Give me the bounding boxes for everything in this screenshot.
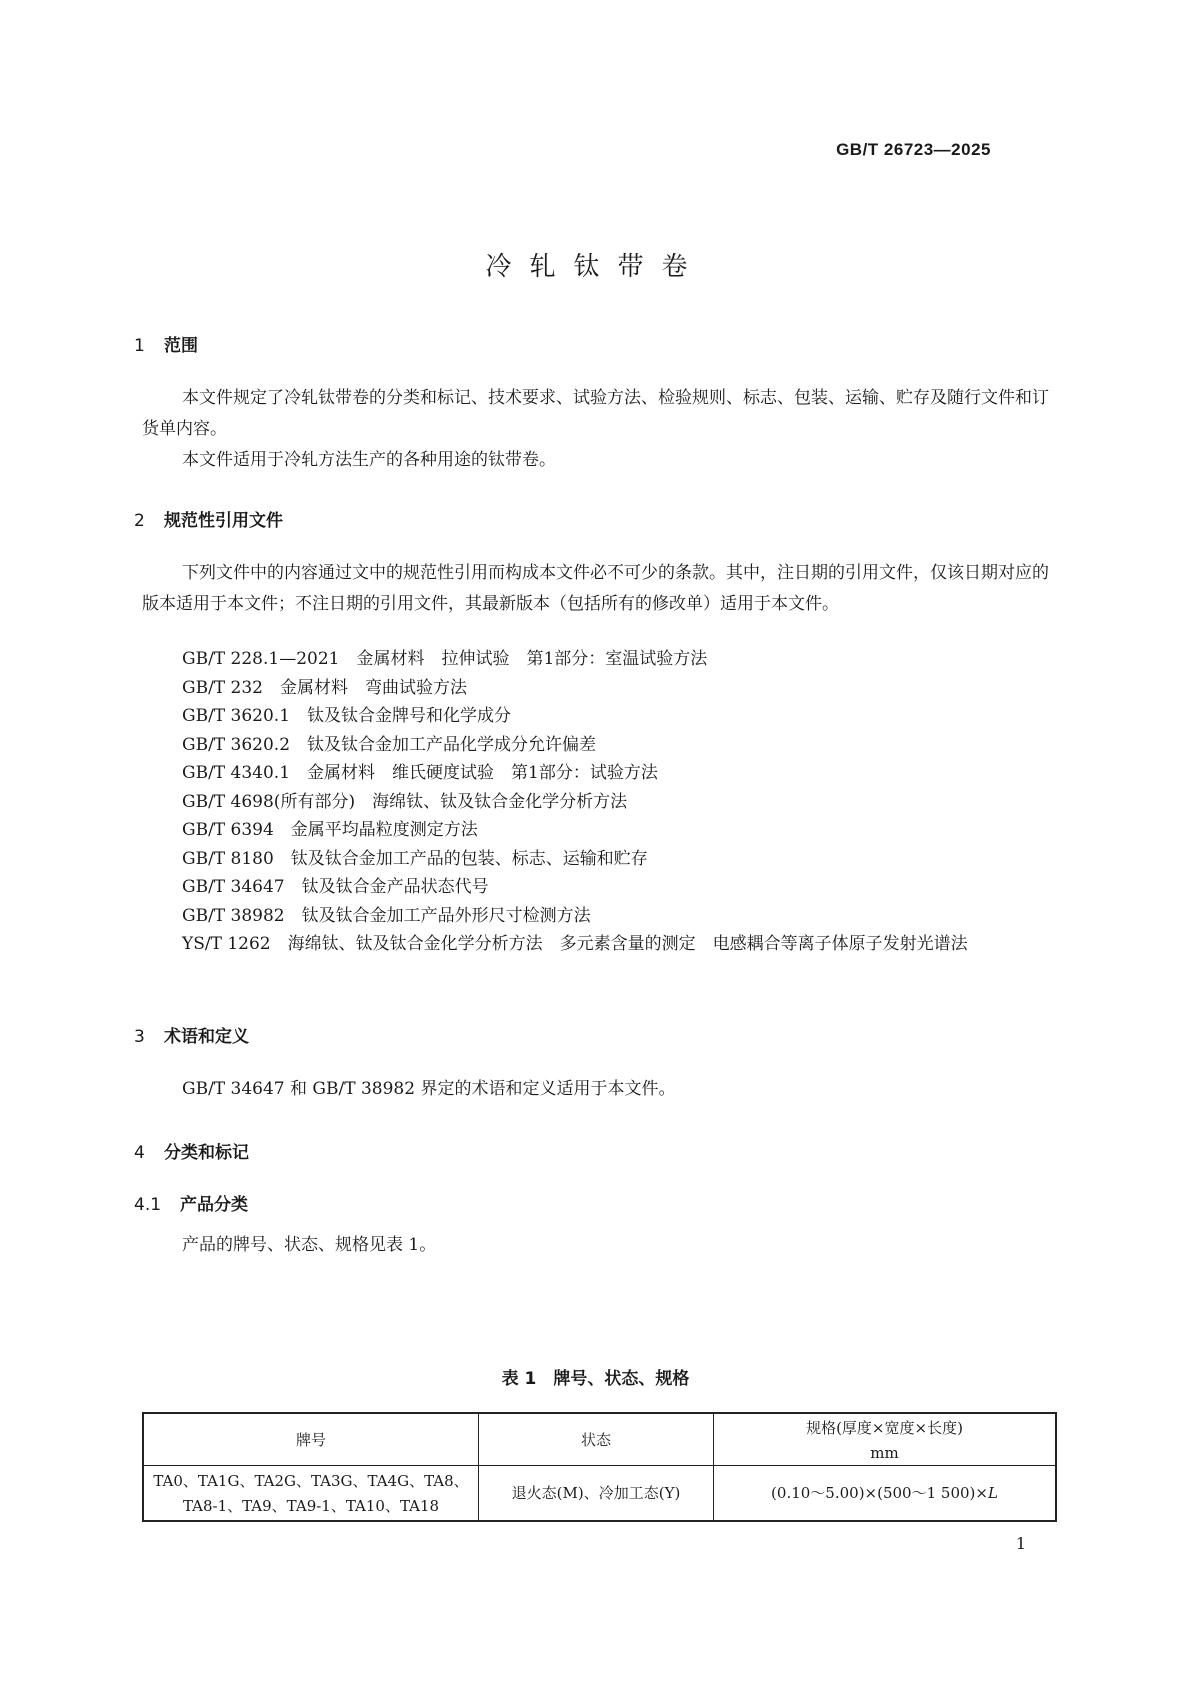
header-spec (714, 1413, 1057, 1465)
spec-variable: L (987, 1484, 998, 1503)
cell-spec (714, 1465, 1057, 1521)
reference-item: GB/T 8180 钛及钛合金加工产品的包装、标志、运输和贮存 (182, 849, 648, 869)
reference-item: GB/T 4698(所有部分) 海绵钛、钛及钛合金化学分析方法 (182, 792, 628, 812)
cell-state: 退火态(M)、冷加工态(Y) (479, 1465, 714, 1521)
table-1 (142, 1412, 1057, 1522)
reference-item: GB/T 3620.2 钛及钛合金加工产品化学成分允许偏差 (182, 735, 597, 755)
header-spec-unit: mm (870, 1443, 899, 1462)
reference-item: GB/T 6394 金属平均晶粒度测定方法 (182, 820, 478, 840)
document-title: 冷轧钛带卷 (485, 252, 706, 282)
section-1-paragraph-1: 本文件规定了冷轧钛带卷的分类和标记、技术要求、试验方法、检验规则、标志、包装、运输、贮存及随行文件和订货单内容。 (142, 388, 1049, 439)
header-grade: 牌号 (143, 1413, 479, 1465)
cell-grade (143, 1465, 479, 1521)
section-title: 规范性引用文件 (164, 511, 283, 531)
reference-item: GB/T 232 金属材料 弯曲试验方法 (182, 678, 467, 698)
subsection-title: 产品分类 (180, 1195, 248, 1215)
section-3-paragraph: GB/T 34647 和 GB/T 38982 界定的术语和定义适用于本文件。 (182, 1079, 676, 1099)
reference-item: GB/T 4340.1 金属材料 维氏硬度试验 第1部分：试验方法 (182, 763, 658, 783)
subsection-4-1-heading (134, 1190, 248, 1215)
grade-line-2: TA8-1、TA9、TA9-1、TA10、TA18 (182, 1496, 440, 1515)
section-number: 4 (134, 1143, 145, 1163)
section-number: 3 (134, 1027, 145, 1047)
section-1-heading (134, 331, 198, 356)
subsection-number: 4.1 (134, 1195, 162, 1215)
section-title: 术语和定义 (164, 1027, 249, 1047)
table-row (143, 1465, 1056, 1521)
grade-line-1: TA0、TA1G、TA2G、TA3G、TA4G、TA8、 (153, 1471, 469, 1490)
document-number: GB/T 26723—2025 (836, 140, 991, 159)
header-spec-label: 规格(厚度×宽度×长度) (806, 1418, 963, 1437)
reference-item: GB/T 3620.1 钛及钛合金牌号和化学成分 (182, 706, 512, 726)
section-number: 1 (134, 336, 145, 356)
page-number: 1 (1015, 1534, 1026, 1553)
section-title: 分类和标记 (164, 1143, 249, 1163)
table-header-row (143, 1413, 1056, 1465)
section-number: 2 (134, 511, 145, 531)
spec-value: (0.10～5.00)×(500～1 500)× (771, 1484, 988, 1503)
section-title: 范围 (164, 336, 198, 356)
section-1-paragraph-2: 本文件适用于冷轧方法生产的各种用途的钛带卷。 (182, 450, 556, 470)
reference-item: GB/T 228.1—2021 金属材料 拉伸试验 第1部分：室温试验方法 (182, 649, 708, 669)
subsection-4-1-paragraph: 产品的牌号、状态、规格见表 1。 (182, 1235, 437, 1255)
section-4-heading (134, 1138, 249, 1163)
reference-item: GB/T 34647 钛及钛合金产品状态代号 (182, 877, 489, 897)
reference-item: GB/T 38982 钛及钛合金加工产品外形尺寸检测方法 (182, 906, 591, 926)
table-caption: 表 1 牌号、状态、规格 (501, 1369, 690, 1389)
section-2-intro: 下列文件中的内容通过文中的规范性引用而构成本文件必不可少的条款。其中，注日期的引用文件，仅该日期对应的版本适用于本文件；不注日期的引用文件，其最新版本（包括所有的修改单）适用于本文件。 (142, 563, 1049, 614)
header-state: 状态 (479, 1413, 714, 1465)
reference-item-last: YS/T 1262 海绵钛、钛及钛合金化学分析方法 多元素含量的测定 电感耦合等离子体原子发射光谱法 (182, 934, 968, 954)
section-2-heading (134, 506, 283, 531)
section-3-heading (134, 1022, 249, 1047)
